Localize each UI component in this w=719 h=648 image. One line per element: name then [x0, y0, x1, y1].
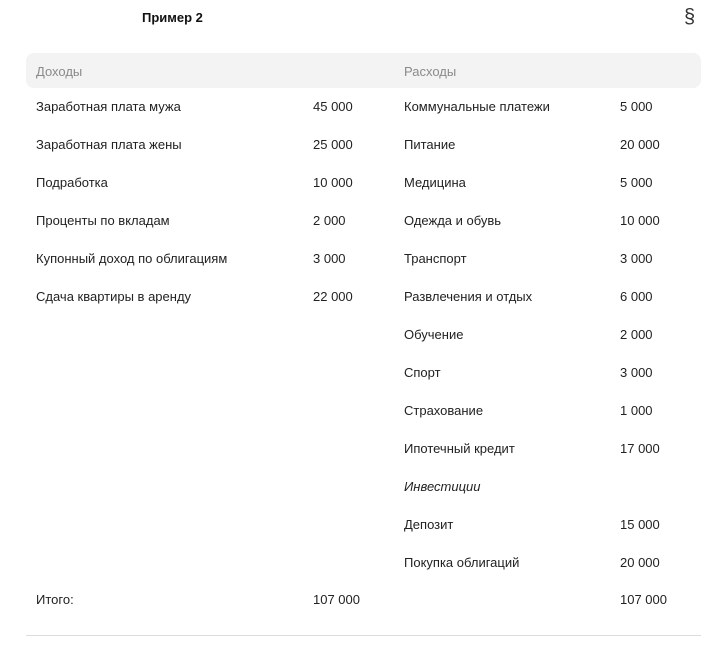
- expense-header: Расходы: [404, 64, 457, 79]
- expense-label: Обучение: [404, 327, 464, 342]
- expense-label: Коммунальные платежи: [404, 99, 550, 114]
- expense-row: [0, 430, 719, 468]
- expense-value: 2 000: [620, 327, 653, 342]
- expense-row: [0, 278, 719, 316]
- table-header-bar: [26, 53, 701, 88]
- expense-label: Страхование: [404, 403, 484, 418]
- income-value: 45 000: [313, 99, 353, 114]
- income-label: Подработка: [36, 175, 108, 190]
- expense-label: Инвестиции: [404, 479, 481, 494]
- expense-row: [0, 164, 719, 202]
- expense-row: [0, 316, 719, 354]
- expense-label: Развлечения и отдых: [404, 289, 533, 304]
- income-value: 25 000: [313, 137, 353, 152]
- expense-row: [0, 506, 719, 544]
- expense-label: Одежда и обувь: [404, 213, 502, 228]
- income-label: Заработная плата мужа: [36, 99, 181, 114]
- income-label: Заработная плата жены: [36, 137, 182, 152]
- expense-value: 20 000: [620, 137, 660, 152]
- expense-label: Спорт: [404, 365, 441, 380]
- expense-label: Медицина: [404, 175, 466, 190]
- income-label: Купонный доход по облигациям: [36, 251, 228, 266]
- total-expense-value: 107 000: [620, 592, 667, 607]
- total-label: Итого:: [36, 592, 74, 607]
- expense-label: Депозит: [404, 517, 454, 532]
- expense-row: [0, 88, 719, 126]
- expense-value: 1 000: [620, 403, 653, 418]
- expense-row: [0, 240, 719, 278]
- expense-label: Питание: [404, 137, 456, 152]
- expense-label: Покупка облигаций: [404, 555, 520, 570]
- expense-value: 10 000: [620, 213, 660, 228]
- expense-row: [0, 392, 719, 430]
- bottom-divider: [26, 635, 701, 636]
- income-value: 3 000: [313, 251, 346, 266]
- expense-label: Ипотечный кредит: [404, 441, 515, 456]
- income-value: 2 000: [313, 213, 346, 228]
- expense-value: 20 000: [620, 555, 660, 570]
- expense-row: [0, 126, 719, 164]
- expense-row: [0, 468, 719, 506]
- total-income-value: 107 000: [313, 592, 360, 607]
- expense-value: 15 000: [620, 517, 660, 532]
- income-label: Проценты по вкладам: [36, 213, 170, 228]
- expense-row: [0, 354, 719, 392]
- expense-value: 17 000: [620, 441, 660, 456]
- section-sign-icon[interactable]: §: [684, 6, 696, 28]
- expense-label: Транспорт: [404, 251, 467, 266]
- income-value: 22 000: [313, 289, 353, 304]
- expense-value: 5 000: [620, 175, 653, 190]
- expense-value: 6 000: [620, 289, 653, 304]
- expense-row: [0, 202, 719, 240]
- income-label: Сдача квартиры в аренду: [36, 289, 192, 304]
- page-title: Пример 2: [142, 10, 203, 25]
- expense-row: [0, 544, 719, 582]
- income-header: Доходы: [36, 64, 83, 79]
- expense-value: 5 000: [620, 99, 653, 114]
- expense-value: 3 000: [620, 251, 653, 266]
- income-value: 10 000: [313, 175, 353, 190]
- expense-value: 3 000: [620, 365, 653, 380]
